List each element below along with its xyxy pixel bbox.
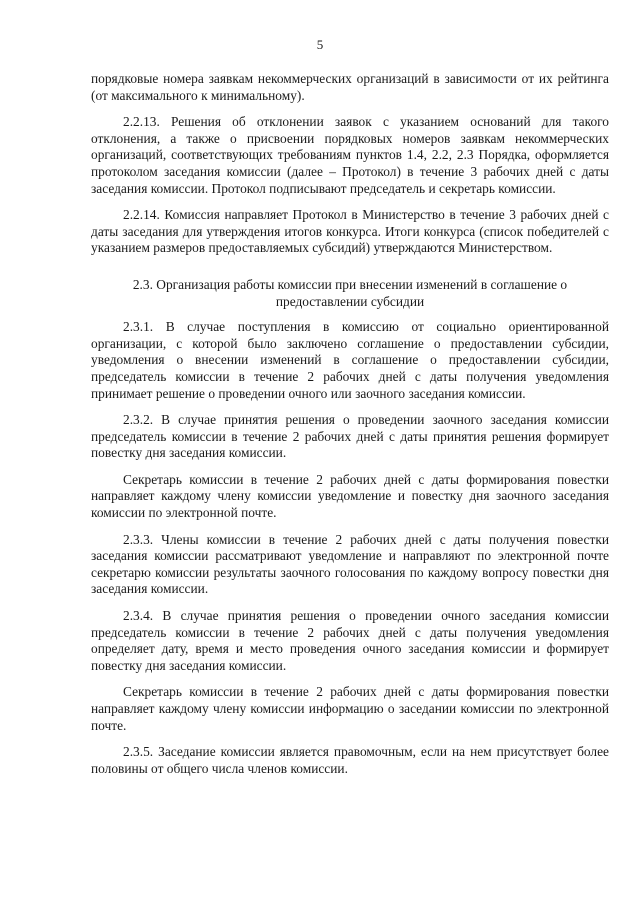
document-body <box>91 71 609 787</box>
page-number: 5 <box>316 37 324 52</box>
paragraph-2-2-13: 2.2.13. Решения об отклонении заявок с указанием оснований для такого отклонения, а также о присвоении порядковых номеров заявкам некоммерческих организаций, соответствующих требованиям пунктов 1.4, 2.2, 2.3 Порядка, оформляется протоколом заседания комиссии (далее – Протокол) в течение 3 рабочих дней с даты заседания комиссии. Протокол подписывают председатель и секретарь комиссии. <box>91 114 609 196</box>
paragraph-2-3-3: 2.3.3. Члены комиссии в течение 2 рабочих дней с даты получения повестки заседания комиссии рассматривают уведомление и направляют по электронной почте секретарю комиссии результаты заочного голосования по каждому вопросу повестки дня заседания комиссии. <box>91 531 609 597</box>
paragraph-2-3-4: 2.3.4. В случае принятия решения о проведении очного заседания комиссии председатель комиссии в течение 2 рабочих дней с даты получения уведомления определяет дату, время и место проведения очного заседания комиссии и формирует повестку дня заседания комиссии. <box>91 608 609 673</box>
paragraph-secretary-in-person: Секретарь комиссии в течение 2 рабочих дней с даты формирования повестки направляет каждому члену комиссии информацию о заседании комиссии по электронной почте. <box>91 684 609 733</box>
paragraph-2-3-1: 2.3.1. В случае поступления в комиссию от социально ориентированной организации, с которой было заключено соглашение о предоставлении субсидии, уведомления о внесении изменений в соглашение о предоставлении субсидии, председатель комиссии в течение 2 рабочих дней с даты получения уведомления принимает решение о проведении очного или заочного заседания комиссии. <box>91 319 609 401</box>
paragraph-2-2-14: 2.2.14. Комиссия направляет Протокол в Министерство в течение 3 рабочих дней с даты заседания для утверждения итогов конкурса. Итоги конкурса (список победителей с указанием размеров предоставляемых субсидий) утверждаются Министерством. <box>91 207 609 256</box>
paragraph-secretary-absentee: Секретарь комиссии в течение 2 рабочих дней с даты формирования повестки направляет каждому члену комиссии уведомление и повестку дня заочного заседания комиссии по электронной почте. <box>91 471 609 521</box>
section-heading-2-3: 2.3. Организация работы комиссии при внесении изменений в соглашение о предоставлении субсидии <box>132 276 568 309</box>
paragraph-continuation: порядковые номера заявкам некоммерческих организаций в зависимости от их рейтинга (от максимального к минимальному). <box>91 71 609 103</box>
paragraph-2-3-5: 2.3.5. Заседание комиссии является правомочным, если на нем присутствует более половины от общего числа членов комиссии. <box>91 744 609 776</box>
paragraph-2-3-2: 2.3.2. В случае принятия решения о проведении заочного заседания комиссии председатель комиссии в течение 2 рабочих дней с даты принятия решения формирует повестку дня заседания комиссии. <box>91 412 609 461</box>
